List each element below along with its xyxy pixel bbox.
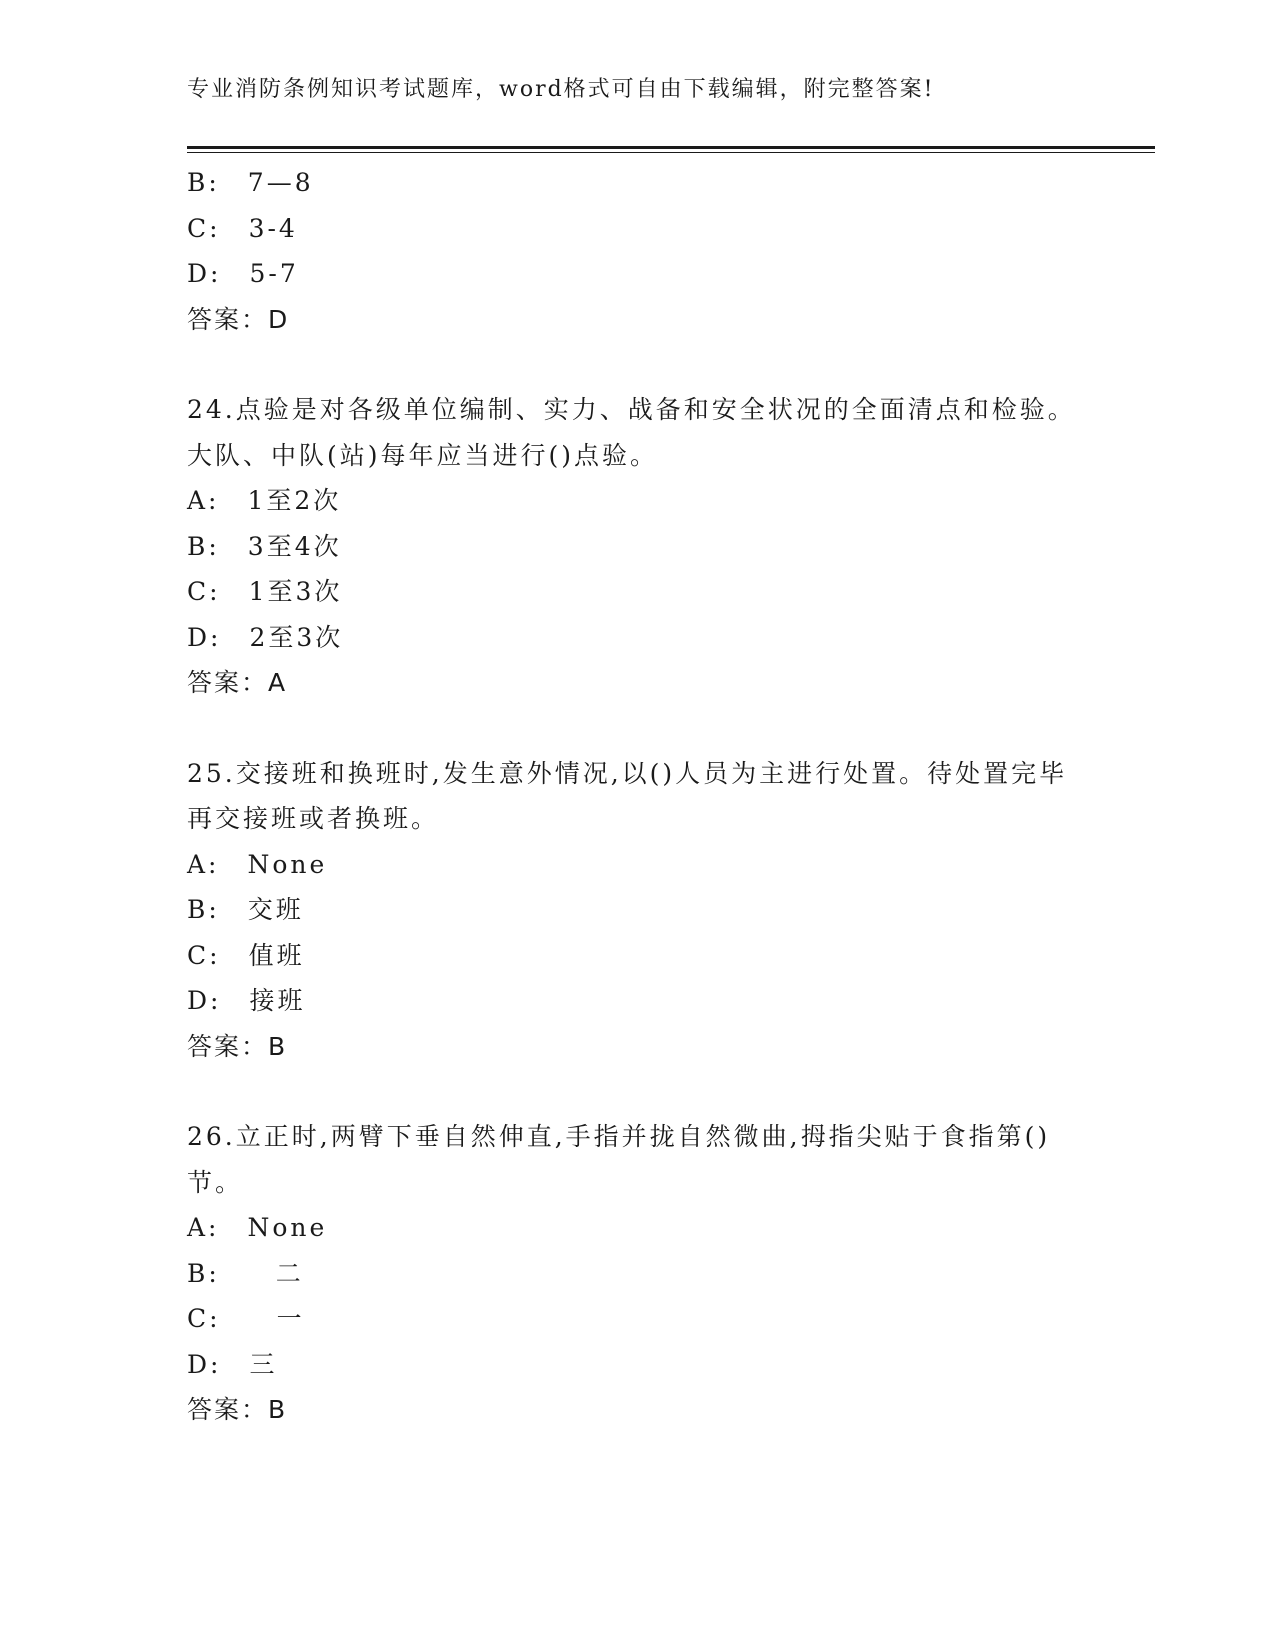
option-c: [187, 569, 1087, 615]
option-text: None: [247, 849, 328, 879]
option-key: B:: [187, 1258, 220, 1288]
answer-line: 答案：A: [187, 668, 288, 697]
option-text: 1至3次: [248, 577, 343, 606]
option-b: [187, 160, 1087, 206]
option-c: [187, 1296, 1087, 1342]
option-text: 1至2次: [247, 486, 342, 515]
option-text: 2至3次: [249, 622, 344, 652]
option-key: C:: [187, 940, 221, 970]
option-text: 三: [249, 1349, 278, 1379]
option-c: [187, 933, 1087, 979]
option-key: D:: [187, 622, 222, 652]
option-text: 3-4: [248, 213, 298, 243]
option-key: B:: [187, 531, 220, 561]
option-text: 接班: [249, 986, 306, 1015]
option-text: 7—8: [247, 168, 314, 197]
option-key: D:: [187, 986, 222, 1015]
document-body: [187, 160, 1087, 1433]
option-d: [187, 615, 1087, 661]
question-text: 25.交接班和换班时,发生意外情况,以()人员为主进行处置。待处置完毕再交接班或者换班。: [187, 758, 1068, 833]
option-key: C:: [187, 1304, 221, 1333]
option-key: C:: [187, 213, 221, 243]
option-d: [187, 978, 1087, 1024]
option-key: A:: [187, 1213, 220, 1242]
question-24: [187, 387, 1087, 706]
option-key: A:: [187, 849, 220, 879]
header-rule-thin: [187, 152, 1155, 153]
option-key: A:: [187, 486, 220, 515]
option-a: [187, 478, 1087, 524]
page-header: 专业消防条例知识考试题库，word格式可自由下载编辑，附完整答案!: [187, 77, 935, 102]
question-text: 24.点验是对各级单位编制、实力、战备和安全状况的全面清点和检验。大队、中队(站)每年应当进行()点验。: [187, 395, 1076, 470]
option-key: B:: [187, 168, 220, 197]
option-d: [187, 251, 1087, 297]
option-key: D:: [187, 259, 222, 288]
option-a: [187, 842, 1087, 888]
option-key: B:: [187, 895, 220, 924]
option-key: D:: [187, 1349, 222, 1379]
option-text: 5-7: [249, 259, 299, 288]
option-text: 值班: [248, 940, 305, 970]
previous-question-tail: [187, 160, 1087, 342]
option-b: [187, 887, 1087, 933]
question-text: 26.立正时,两臂下垂自然伸直,手指并拢自然微曲,拇指尖贴于食指第()节。: [187, 1122, 1051, 1197]
question-25: [187, 751, 1087, 1070]
option-b: [187, 524, 1087, 570]
answer-line: 答案：B: [187, 1031, 288, 1061]
option-key: C:: [187, 577, 221, 606]
header-rule-thick: [187, 146, 1155, 149]
option-c: [187, 206, 1087, 252]
option-text: 二: [275, 1258, 304, 1288]
option-a: [187, 1205, 1087, 1251]
answer-line: 答案：B: [187, 1395, 288, 1424]
option-b: [187, 1251, 1087, 1297]
answer-line: 答案：D: [187, 304, 290, 334]
option-text: 3至4次: [247, 531, 342, 561]
question-26: [187, 1114, 1087, 1433]
option-text: None: [247, 1213, 328, 1242]
option-text: 一: [276, 1304, 305, 1333]
option-d: [187, 1342, 1087, 1388]
option-text: 交班: [247, 895, 304, 924]
